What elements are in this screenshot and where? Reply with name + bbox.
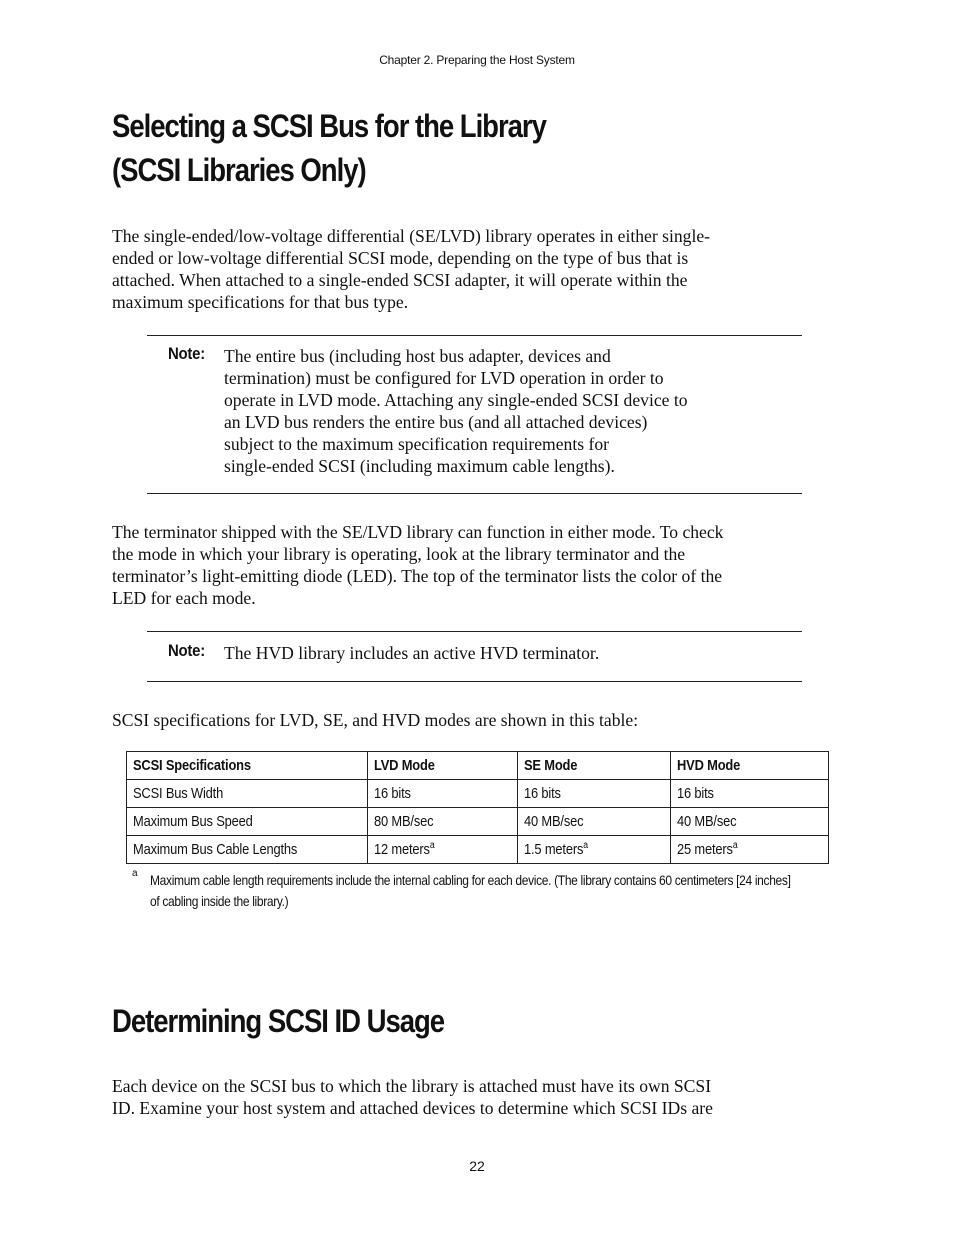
text-line: attached. When attached to a single-ended SCSI adapter, it will operate within the [112, 270, 688, 290]
table-cell: Maximum Bus Cable Lengths [127, 836, 368, 864]
footnote-ref: a [429, 840, 435, 851]
text-line: LED for each mode. [112, 588, 256, 608]
note-text [224, 345, 688, 477]
table-cell: 80 MB/sec [368, 808, 518, 836]
header-cell: SE Mode [518, 752, 671, 780]
table-cell: SCSI Bus Width [127, 780, 368, 808]
text-line: maximum specifications for that bus type. [112, 292, 409, 312]
section-title-scsi-id: Determining SCSI ID Usage [112, 1003, 445, 1039]
table-cell: 40 MB/sec [671, 808, 829, 836]
note-top-rule [147, 335, 802, 336]
text-line: operate in LVD mode. Attaching any single-ended SCSI device to [224, 390, 688, 410]
note-label: Note: [168, 344, 205, 363]
table-cell: 16 bits [518, 780, 671, 808]
scsi-id-paragraph [112, 1075, 838, 1119]
table-cell: 16 bits [368, 780, 518, 808]
table-cell: 1.5 meters$^a$ [518, 836, 671, 864]
table-row [127, 808, 829, 836]
footnote-ref: a [583, 840, 588, 851]
table-cell: 25 meters$^a$ [671, 836, 829, 864]
table-cell: 16 bits [671, 780, 829, 808]
header-cell: LVD Mode [368, 752, 518, 780]
text-line: Each device on the SCSI bus to which the library is attached must have its own SCSI [112, 1076, 712, 1096]
text-line: subject to the maximum specification requirements for [224, 434, 609, 454]
running-header: Chapter 2. Preparing the Host System [379, 53, 575, 67]
text-line: termination) must be configured for LVD operation in order to [224, 368, 664, 388]
scsi-spec-table [126, 751, 829, 864]
text-line: The single-ended/low-voltage differential (SE/LVD) library operates in either single- [112, 226, 710, 246]
page-number: 22 [469, 1158, 485, 1174]
section-title-line-1: Selecting a SCSI Bus for the Library [112, 108, 546, 144]
table-row [127, 836, 829, 864]
table-cell: 40 MB/sec [518, 808, 671, 836]
footnote-ref: a [732, 840, 738, 851]
intro-paragraph [112, 225, 838, 313]
note-bottom-rule [147, 493, 802, 494]
section-title-line-2: (SCSI Libraries Only) [112, 152, 366, 188]
text-line: ended or low-voltage differential SCSI mode, depending on the type of bus that is [112, 248, 689, 268]
text-line: single-ended SCSI (including maximum cable lengths). [224, 456, 615, 476]
header-cell: SCSI Specifications [127, 752, 368, 780]
table-intro: SCSI specifications for LVD, SE, and HVD modes are shown in this table: [112, 710, 639, 730]
footnote-marker: a [132, 868, 138, 879]
terminator-paragraph [112, 521, 838, 609]
table-row [127, 780, 829, 808]
header-cell: HVD Mode [671, 752, 829, 780]
text-line: ID. Examine your host system and attached devices to determine which SCSI IDs are [112, 1098, 713, 1118]
note2-label: Note: [168, 641, 205, 660]
section-title-scsi-bus [112, 104, 546, 192]
table-header-row [127, 752, 829, 780]
text-line: of cabling inside the library.) [150, 893, 289, 909]
note2-bottom-rule [147, 681, 802, 682]
table-cell: Maximum Bus Speed [127, 808, 368, 836]
note2-text: The HVD library includes an active HVD terminator. [224, 643, 600, 663]
text-line: terminator’s light-emitting diode (LED). The top of the terminator lists the color of the [112, 566, 723, 586]
table-footnote [150, 870, 821, 912]
text-line: Maximum cable length requirements include the internal cabling for each device. (The library contains 60 centimeters [24 inches] [150, 872, 791, 888]
note2-top-rule [147, 631, 802, 632]
text-line: The entire bus (including host bus adapter, devices and [224, 346, 611, 366]
text-line: the mode in which your library is operating, look at the library terminator and the [112, 544, 686, 564]
text-line: The terminator shipped with the SE/LVD library can function in either mode. To check [112, 522, 724, 542]
table-cell: 12 meters$^a$ [368, 836, 518, 864]
text-line: an LVD bus renders the entire bus (and all attached devices) [224, 412, 648, 432]
